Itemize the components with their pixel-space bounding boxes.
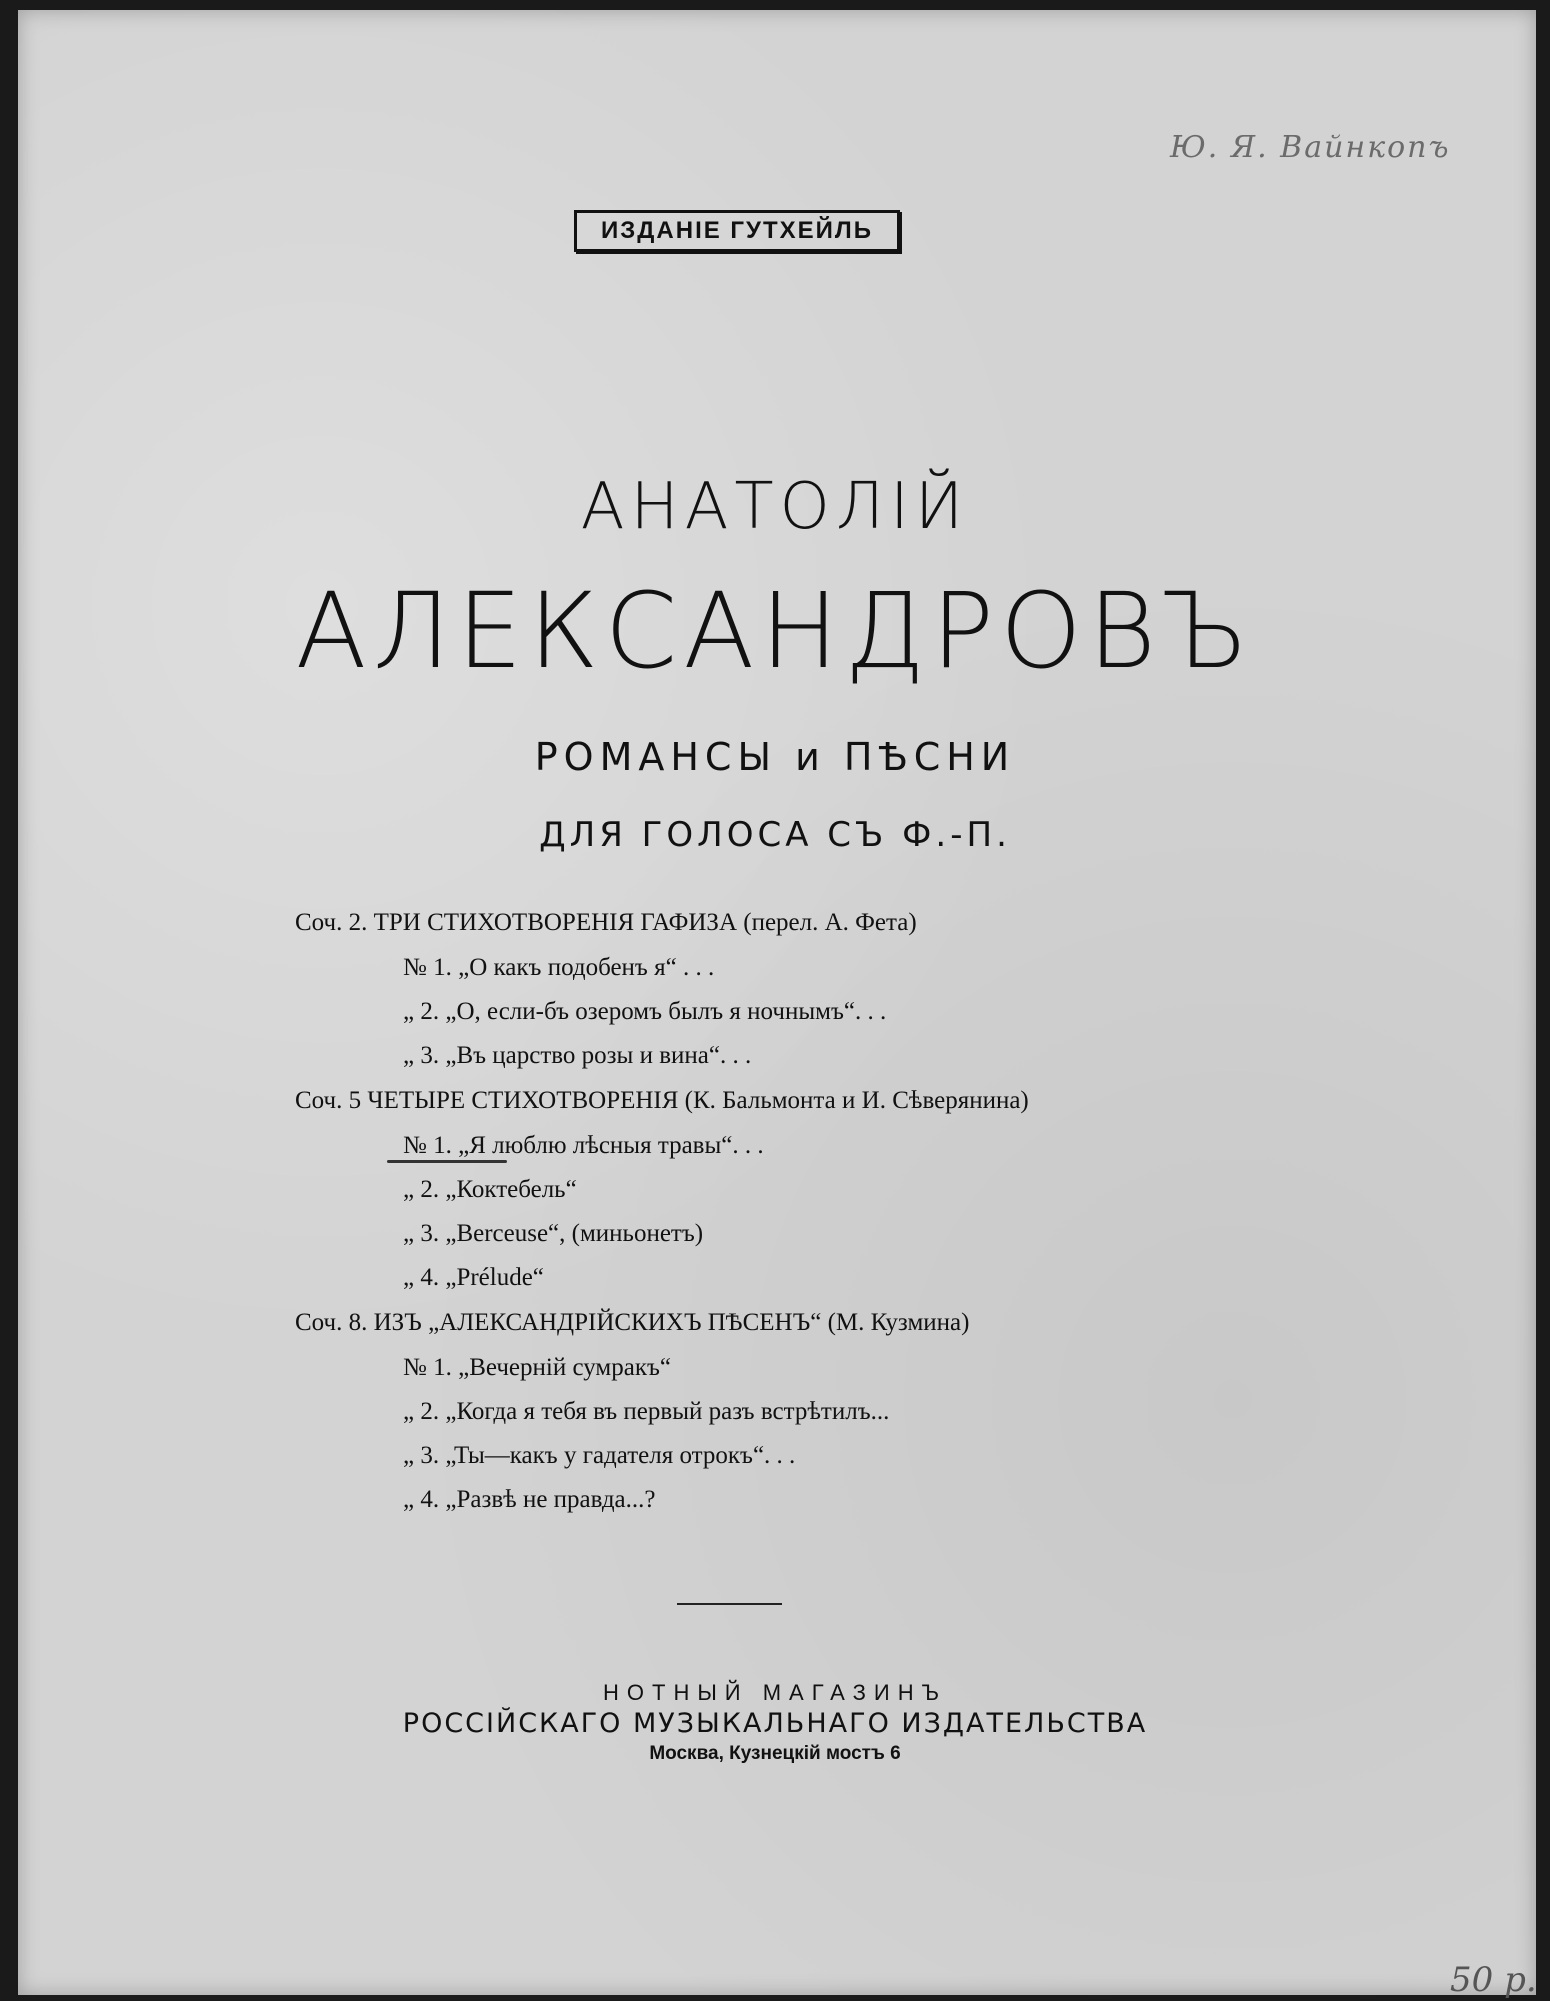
collection-subtitle: ДЛЯ ГОЛОСА СЪ Ф.-П.	[539, 815, 1011, 855]
composer-first-name: АНАТОЛІЙ	[580, 470, 970, 544]
opus-item: „ 2. „Коктебель“	[403, 1176, 577, 1203]
collection-title: РОМАНСЫ и ПѢСНИ	[534, 735, 1016, 779]
store-name-line2: РОССІЙСКАГО МУЗЫКАЛЬНАГО ИЗДАТЕЛЬСТВА	[402, 1708, 1148, 1739]
opus-item-marked	[295, 1124, 1395, 1168]
composer-last-name: АЛЕКСАНДРОВЪ	[295, 570, 1255, 692]
opus-item-text: № 1. „Я люблю лѣсныя травы“. . .	[403, 1132, 764, 1159]
store-address: Москва, Кузнецкій мостъ 6	[649, 1743, 901, 1764]
opus-item: № 1. „Вечерній сумракъ“	[403, 1354, 671, 1381]
opus-5	[295, 1078, 1395, 1300]
opus-heading: Соч. 2. ТРИ СТИХОТВОРЕНІЯ ГАФИЗА (перел. А. Фета)	[295, 909, 917, 936]
opus-heading: Соч. 5 ЧЕТЫРЕ СТИХОТВОРЕНІЯ (К. Бальмонта и И. Сѣверянина)	[295, 1087, 1029, 1114]
opus-item: „ 3. „Ты—какъ у гадателя отрокъ“. . .	[403, 1442, 796, 1469]
divider-rule	[677, 1603, 782, 1605]
opus-item: № 1. „О какъ подобенъ я“ . . .	[403, 954, 715, 981]
opus-2	[295, 900, 1395, 1078]
opus-item: „ 3. „Въ царство розы и вина“. . .	[403, 1042, 752, 1069]
store-name-line1: НОТНЫЙ МАГАЗИНЪ	[603, 1680, 947, 1705]
publisher-label-box	[574, 210, 900, 252]
opus-item: „ 2. „Когда я тебя въ первый разъ встрѣтилъ...	[403, 1398, 890, 1425]
owner-signature: Ю. Я. Вайнкопъ	[1170, 130, 1451, 165]
pencil-underline	[387, 1160, 507, 1163]
opus-item: „ 2. „О, если-бъ озеромъ былъ я ночнымъ“. . .	[403, 998, 887, 1025]
opus-heading: Соч. 8. ИЗЪ „АЛЕКСАНДРІЙСКИХЪ ПѢСЕНЪ“ (М. Кузмина)	[295, 1309, 970, 1336]
publisher-label: ИЗДАНІЕ ГУТХЕЙЛЬ	[601, 217, 873, 244]
price-handwritten: 50 р.	[1450, 1960, 1537, 2000]
opus-item: „ 4. „Развѣ не правда...?	[403, 1486, 656, 1513]
works-list	[295, 900, 1395, 1522]
opus-item: „ 4. „Prélude“	[403, 1264, 544, 1291]
opus-item: „ 3. „Berceuse“, (миньонетъ)	[403, 1220, 704, 1247]
opus-8	[295, 1300, 1395, 1522]
